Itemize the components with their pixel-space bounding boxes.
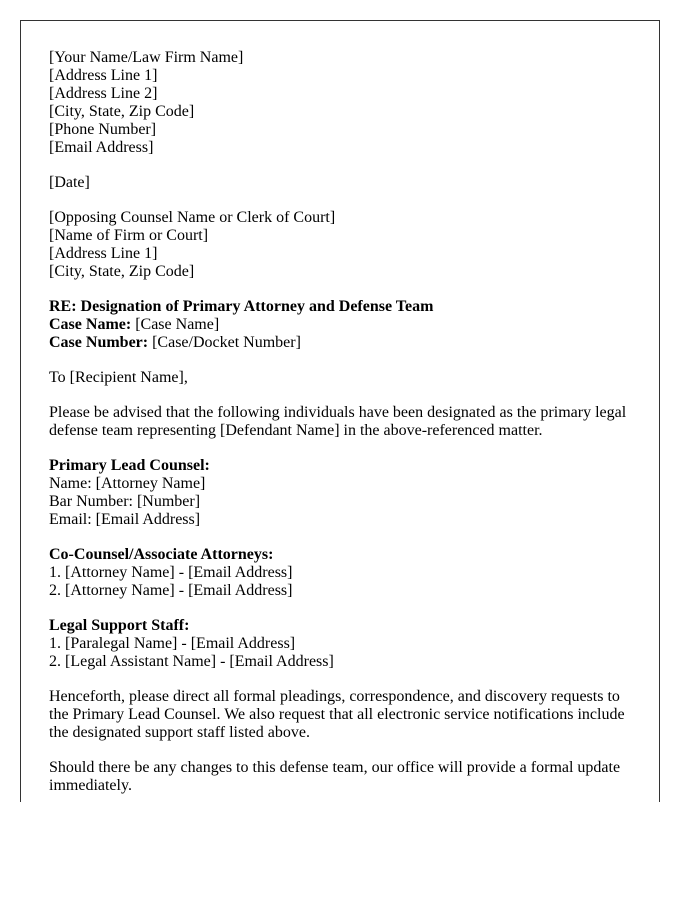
lead-name: Name: [Attorney Name] xyxy=(49,475,206,492)
recipient-name: [Opposing Counsel Name or Clerk of Court] xyxy=(49,209,336,226)
lead-email: Email: [Email Address] xyxy=(49,511,201,528)
recipient-block xyxy=(49,209,639,281)
support-staff-item: 2. [Legal Assistant Name] - [Email Address] xyxy=(49,653,334,670)
body-paragraph-1: Henceforth, please direct all formal pleadings, correspondence, and discovery requests to the Primary Lead Counsel. We also request that all electronic service notifications include the designated support staff listed above. xyxy=(49,688,625,741)
case-number-label: Case Number: xyxy=(49,334,149,351)
intro-paragraph: Please be advised that the following individuals have been designated as the primary legal defense team representing [Defendant Name] in the above-referenced matter. xyxy=(49,404,627,439)
sender-phone: [Phone Number] xyxy=(49,121,157,138)
case-name-line xyxy=(49,316,639,334)
sender-email: [Email Address] xyxy=(49,139,154,156)
lead-counsel-section xyxy=(49,457,639,529)
lead-bar-number: Bar Number: [Number] xyxy=(49,493,201,510)
date: [Date] xyxy=(49,174,90,191)
support-staff-heading: Legal Support Staff: xyxy=(49,617,190,634)
co-counsel-heading: Co-Counsel/Associate Attorneys: xyxy=(49,546,274,563)
co-counsel-section xyxy=(49,546,639,600)
salutation: To [Recipient Name], xyxy=(49,369,188,386)
co-counsel-item: 1. [Attorney Name] - [Email Address] xyxy=(49,564,293,581)
sender-block xyxy=(49,49,639,157)
re-block xyxy=(49,298,639,352)
sender-name: [Your Name/Law Firm Name] xyxy=(49,49,244,66)
sender-city: [City, State, Zip Code] xyxy=(49,103,195,120)
co-counsel-item: 2. [Attorney Name] - [Email Address] xyxy=(49,582,293,599)
recipient-address: [Address Line 1] xyxy=(49,245,158,262)
re-subject: RE: Designation of Primary Attorney and Defense Team xyxy=(49,298,434,315)
letter-content xyxy=(49,49,639,812)
case-name: [Case Name] xyxy=(131,316,220,333)
case-number-line xyxy=(49,334,639,352)
sender-address-2: [Address Line 2] xyxy=(49,85,158,102)
case-number: [Case/Docket Number] xyxy=(148,334,301,351)
support-staff-section xyxy=(49,617,639,671)
sender-address-1: [Address Line 1] xyxy=(49,67,158,84)
recipient-firm: [Name of Firm or Court] xyxy=(49,227,209,244)
case-name-label: Case Name: xyxy=(49,316,132,333)
support-staff-item: 1. [Paralegal Name] - [Email Address] xyxy=(49,635,296,652)
letter-page xyxy=(20,20,660,802)
body-paragraph-2: Should there be any changes to this defense team, our office will provide a formal update immediately. xyxy=(49,759,621,794)
recipient-city: [City, State, Zip Code] xyxy=(49,263,195,280)
lead-counsel-heading: Primary Lead Counsel: xyxy=(49,457,210,474)
